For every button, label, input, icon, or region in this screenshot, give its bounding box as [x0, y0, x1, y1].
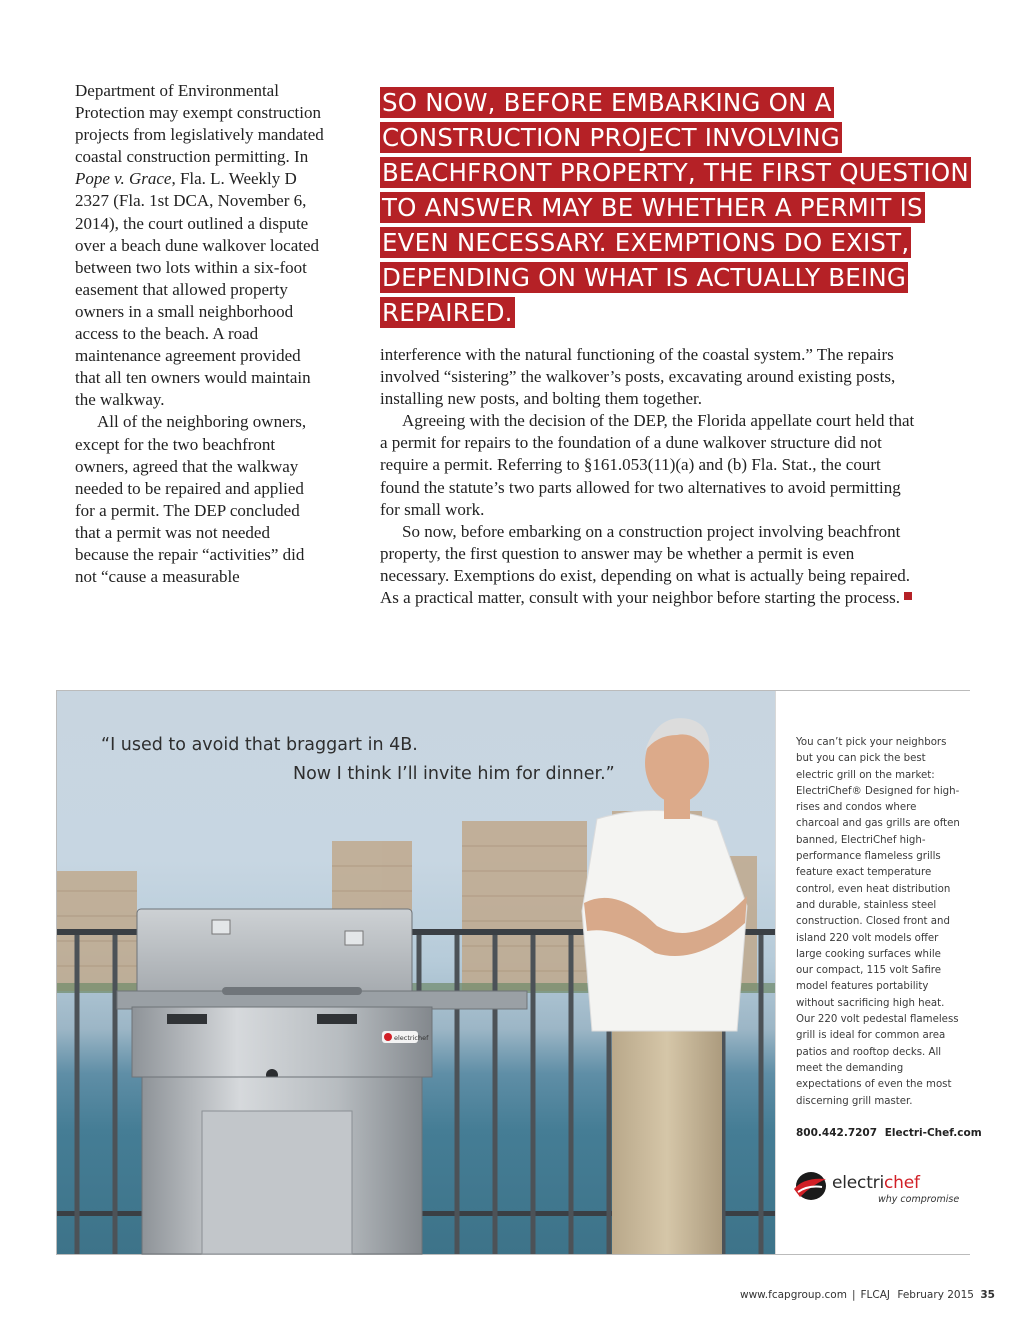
case-name-italic: Pope v. Grace — [75, 169, 172, 189]
grill-badge-text: electrichef — [394, 1034, 429, 1042]
electrichef-logo — [792, 1169, 967, 1209]
pull-quote-text: SO NOW, BEFORE EMBARKING ON A CONSTRUCTION PROJECT INVOLVING BEACHFRONT PROPERTY, THE FIRST QUESTION TO ANSWER MAY BE WHETHER A PERMIT IS EVEN NECESSARY. EXEMPTIONS DO EXIST, DEPENDING ON WHAT IS ACTUALLY BEING REPAIRED. — [382, 88, 969, 327]
ad-copy-panel — [775, 691, 982, 1254]
article-paragraph — [75, 80, 325, 411]
footer-publication: FLCAJ — [860, 1289, 891, 1301]
paragraph-text: , Fla. L. Weekly D 2327 (Fla. 1st DCA, November 6, 2014), the court outlined a dispute over a beach dune walkover located between two lots within a six-foot easement that allowed property owners in a small neighborhood access to the beach. A road maintenance agreement provided that all ten owners would maintain the walkway. — [75, 169, 320, 410]
article-right-column — [380, 344, 920, 609]
article-left-column — [75, 80, 325, 588]
ad-quote-line-1: “I used to avoid that braggart in 4B. — [101, 735, 418, 755]
article-paragraph — [75, 411, 325, 588]
paragraph-text: Department of Environmental Protection may exempt construction projects from legislatively mandated coastal construction permitting. In — [75, 81, 324, 167]
ad-website: Electri-Chef.com — [884, 1127, 982, 1139]
article-paragraph — [380, 521, 920, 609]
brand-part-1: electri — [832, 1173, 884, 1193]
paragraph-text: So now, before embarking on a construction project involving beachfront property, the first question to answer may be whether a permit is even necessary. Exemptions do exist, depending on what is actually being repaired. As a practical matter, consult with your neighbor before starting the process. — [380, 521, 910, 608]
end-of-article-mark — [904, 592, 912, 600]
footer-url: www.fcapgroup.com — [740, 1289, 847, 1301]
footer-date: February 2015 — [897, 1289, 974, 1301]
paragraph-text: interference with the natural functioning of the coastal system.” The repairs involved “sistering” the walkover’s posts, excavating around existing posts, installing new posts, and bolting them together. — [380, 345, 896, 409]
ad-contact-line — [796, 1127, 982, 1139]
article-paragraph — [380, 344, 920, 410]
electrichef-swoosh-icon — [792, 1169, 832, 1203]
electrichef-wordmark — [832, 1173, 920, 1193]
footer-separator: | — [851, 1289, 856, 1301]
page-footer — [740, 1289, 995, 1301]
ad-photo — [57, 691, 775, 1254]
electrichef-advertisement — [56, 690, 982, 1255]
ad-body-copy: You can’t pick your neighbors but you can pick the best electric grill on the market: ElectriChef® Designed for high-rises and condos where charcoal and gas grills are often banned, ElectriChef high-performance flameless grills feature exact temperature control, even heat distribution and durable, stainless steel construction. Closed front and island 220 volt models offer large cooking surfaces while our compact, 115 volt Safire model features portability without sacrificing high heat. Our 220 volt pedestal flameless grill is ideal for common area patios and rooftop decks. All meet the demanding expectations of even the most discerning grill master. — [796, 737, 960, 1107]
ad-phone: 800.442.7207 — [796, 1127, 878, 1139]
brand-part-2: chef — [883, 1173, 920, 1193]
ad-quote-line-2: Now I think I’ll invite him for dinner.” — [293, 764, 615, 784]
page-number: 35 — [980, 1289, 995, 1301]
paragraph-text: All of the neighboring owners, except for the two beachfront owners, agreed that the walkway needed to be repaired and applied for a permit. The DEP concluded that a permit was not needed because the repair “activities” did not “cause a measurable — [75, 412, 307, 587]
brand-tagline: why compromise — [878, 1194, 960, 1205]
pull-quote — [380, 85, 980, 330]
paragraph-text: Agreeing with the decision of the DEP, the Florida appellate court held that a permit for repairs to the foundation of a dune walkover structure did not require a permit. Referring to §161.053(11)(a) and (b) Fla. Stat., the court found the statute’s two parts allowed for two alternatives to avoid permitting for small work. — [380, 411, 915, 519]
article-paragraph — [380, 410, 920, 520]
